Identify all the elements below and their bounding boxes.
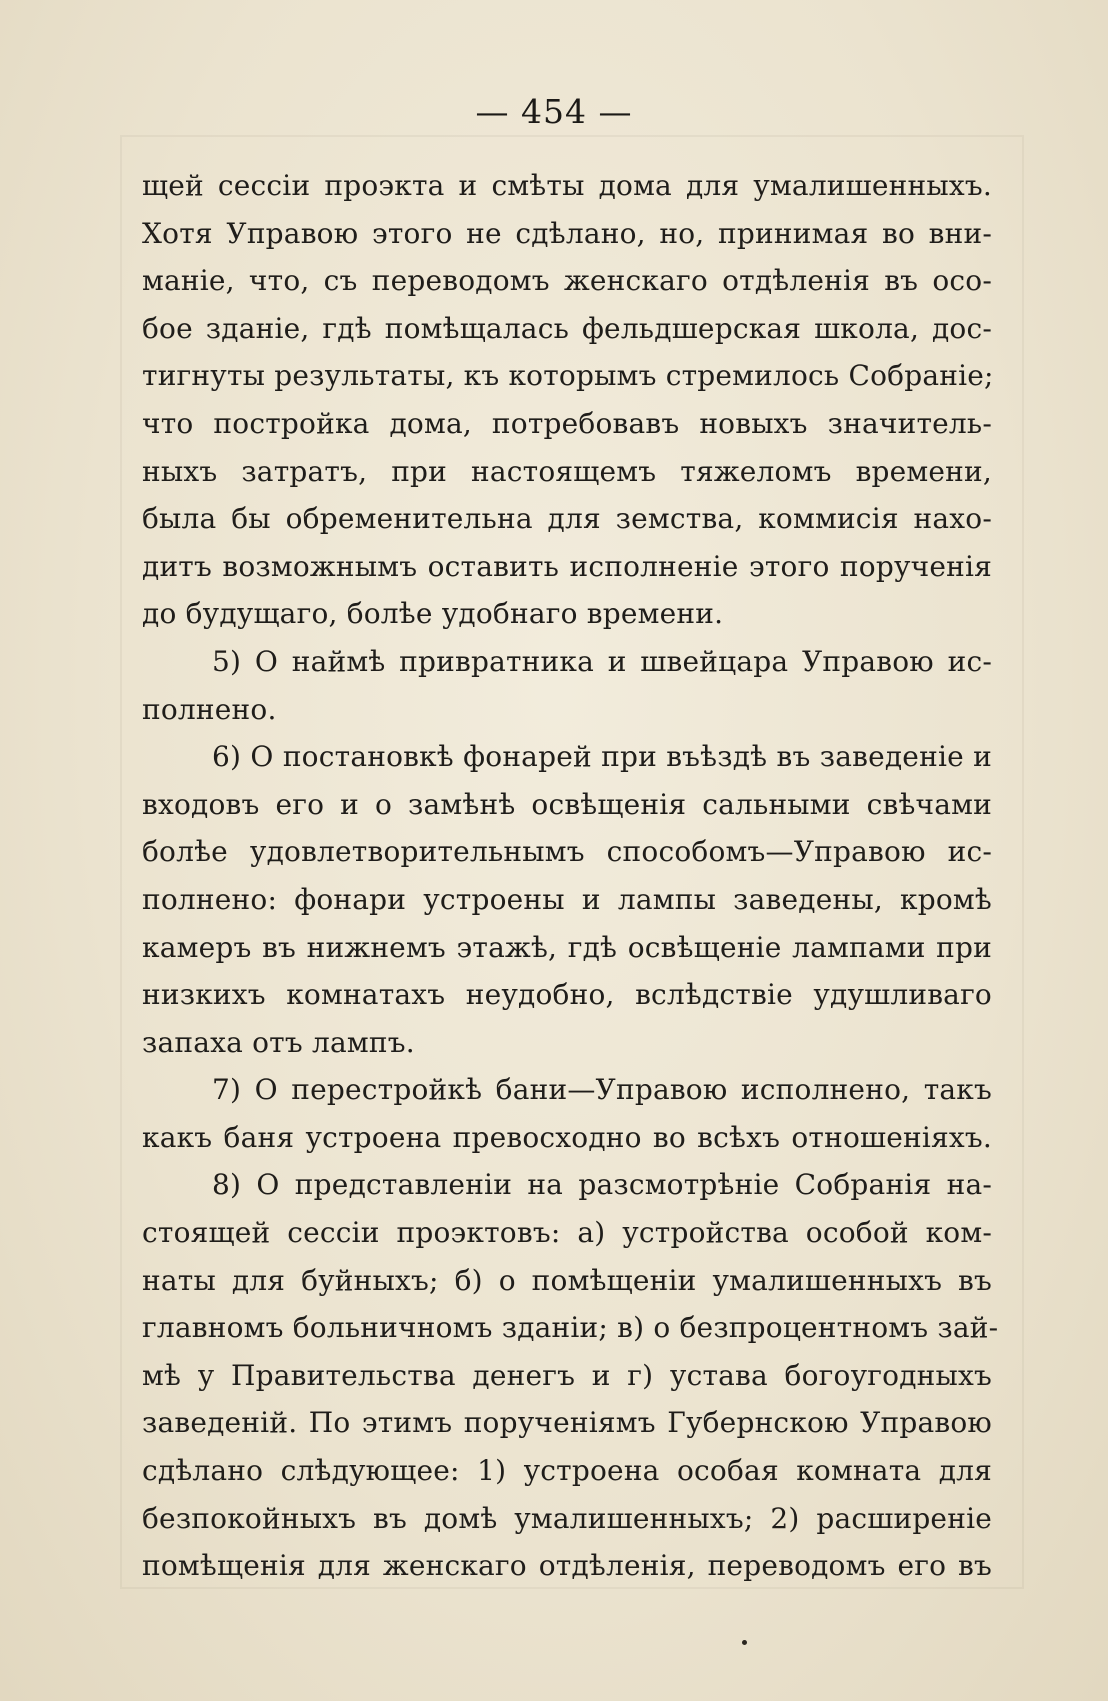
text-line: щей сессіи проэкта и смѣты дома для умалишенныхъ.	[142, 169, 992, 202]
text-line: наты для буйныхъ; б) о помѣщеніи умалишенныхъ въ	[142, 1263, 992, 1297]
text-line: полнено: фонари устроены и лампы заведены, кромѣ	[142, 882, 992, 916]
text-line: маніе, что, съ переводомъ женскаго отдѣленія въ осо-	[142, 264, 992, 298]
text-line: безпокойныхъ въ домѣ умалишенныхъ; 2) расширеніе	[142, 1501, 992, 1535]
text-line: Хотя Управою этого не сдѣлано, но, принимая во вни-	[142, 216, 992, 250]
paragraph-start-line: 6) О постановкѣ фонарей при въѣздѣ въ заведеніе и	[212, 740, 992, 774]
text-line: заведеній. По этимъ порученіямъ Губернскою Управою	[142, 1406, 992, 1440]
text-line: входовъ его и о замѣнѣ освѣщенія сальными свѣчами	[142, 787, 992, 821]
page-number: — 454 —	[475, 92, 633, 131]
text-line: запаха отъ лампъ.	[142, 1025, 415, 1059]
text-line: камеръ въ нижнемъ этажѣ, гдѣ освѣщеніе лампами при	[142, 930, 992, 964]
text-line: что постройка дома, потребовавъ новыхъ значитель-	[142, 406, 992, 440]
text-line: помѣщенія для женскаго отдѣленія, переводомъ его въ	[142, 1549, 992, 1583]
text-line: сдѣлано слѣдующее: 1) устроена особая комната для	[142, 1454, 992, 1488]
paragraph-start-line: 7) О перестройкѣ бани—Управою исполнено, такъ	[212, 1073, 992, 1107]
paragraph-start-line: 8) О представленіи на разсмотрѣніе Собранія на-	[212, 1168, 992, 1202]
body-text	[142, 162, 999, 1590]
text-line: тигнуты результаты, къ которымъ стремилось Собраніе;	[142, 359, 994, 393]
text-line: болѣе удовлетворительнымъ способомъ—Управою ис-	[142, 835, 992, 869]
text-line: ныхъ затратъ, при настоящемъ тяжеломъ времени,	[142, 454, 992, 488]
paragraph-start-line: 5) О наймѣ привратника и швейцара Управою ис-	[212, 644, 992, 678]
text-line: до будущаго, болѣе удобнаго времени.	[142, 597, 724, 631]
text-line: мѣ у Правительства денегъ и г) устава богоугодныхъ	[142, 1358, 992, 1392]
text-line: стоящей сессіи проэктовъ: а) устройства особой ком-	[142, 1216, 992, 1250]
text-line: какъ баня устроена превосходно во всѣхъ отношеніяхъ.	[142, 1120, 992, 1154]
text-line: дитъ возможнымъ оставить исполненіе этого порученія	[142, 549, 992, 583]
text-line: полнено.	[142, 692, 277, 726]
ink-speck	[742, 1640, 747, 1645]
text-line: была бы обременительна для земства, коммисія нахо-	[142, 502, 992, 536]
text-line: главномъ больничномъ зданіи; в) о безпроцентномъ зай-	[142, 1311, 999, 1345]
text-line: бое зданіе, гдѣ помѣщалась фельдшерская школа, дос-	[142, 311, 992, 345]
text-line: низкихъ комнатахъ неудобно, вслѣдствіе удушливаго	[142, 978, 992, 1012]
